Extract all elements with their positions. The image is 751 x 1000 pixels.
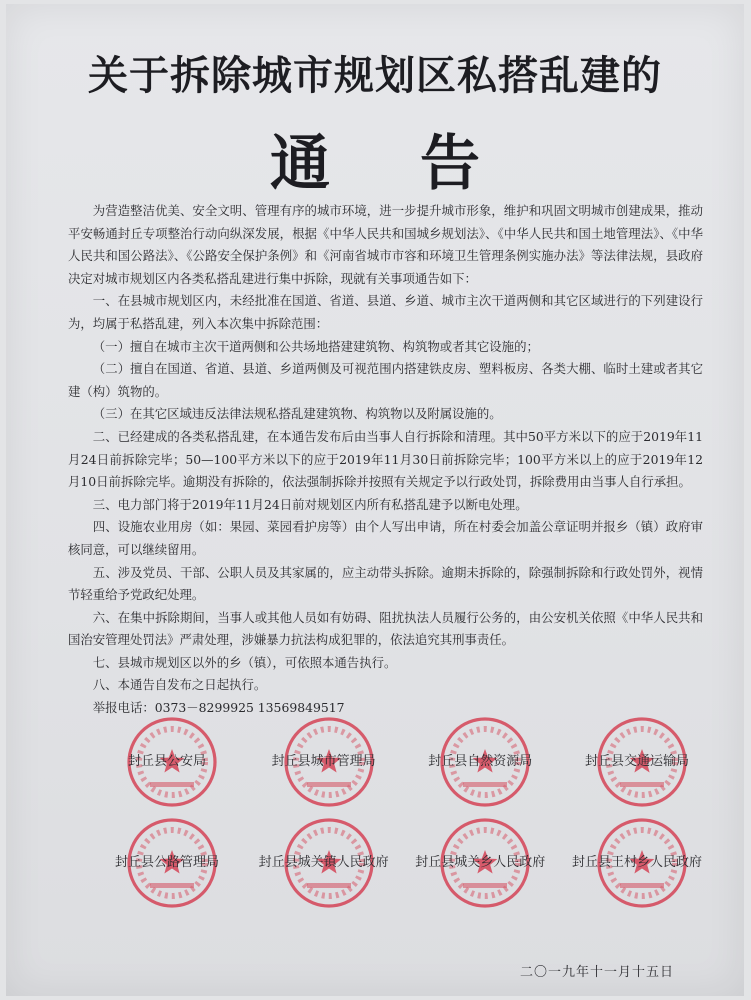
item-2: 二、已经建成的各类私搭乱建，在本通告发布后由当事人自行拆除和清理。其中50平方米以下的应于2019年11月24日前拆除完毕；50—100平方米以下的应于2019年11月30日前拆除完毕；100平方米以上的应于2019年12月10日前拆除完毕。逾期没有拆除的，依法强制拆除并按照有关规定予以行政处罚，拆除费用由当事人自行承担。 bbox=[68, 428, 703, 490]
item-3: 三、电力部门将于2019年11月24日前对规划区内所有私搭乱建予以断电处理。 bbox=[92, 496, 528, 512]
notice-date: 二〇一九年十一月十五日 bbox=[519, 965, 674, 980]
agency-wangcun-township bbox=[562, 817, 712, 917]
agency-row-2 bbox=[92, 817, 712, 917]
item-1: 一、在县城市规划区内，未经批准在国道、省道、县道、乡道、城市主次干道两侧和其它区域进行的下列建设行为，均属于私搭乱建，列入本次集中拆除范围： bbox=[68, 293, 703, 331]
notice-title: 关于拆除城市规划区私搭乱建的 bbox=[88, 53, 662, 99]
agency-name: 封丘县城关乡人民政府 bbox=[415, 855, 546, 870]
agency-chengguan-town bbox=[249, 817, 399, 917]
item-4: 四、设施农业用房（如：果园、菜园看护房等）由个人写出申请，所在村委会加盖公章证明并报乡（镇）政府审核同意，可以继续留用。 bbox=[68, 519, 703, 557]
item-1-sub-1: （一）擅自在城市主次干道两侧和公共场地搭建建筑物、构筑物或者其它设施的； bbox=[92, 338, 539, 354]
agency-natural-resources bbox=[405, 716, 555, 816]
agency-chengguan-township bbox=[405, 817, 555, 917]
item-6: 六、在集中拆除期间，当事人或其他人员如有妨碍、阻扰执法人员履行公务的，由公安机关依照《中华人民共和国治安管理处罚法》严肃处理，涉嫌暴力抗法构成犯罪的，依法追究其刑事责任。 bbox=[68, 609, 703, 648]
agency-name: 封丘县王村乡人民政府 bbox=[571, 855, 702, 870]
item-8: 八、本通告自发布之日起执行。 bbox=[92, 677, 267, 693]
item-7: 七、县城市规划区以外的乡（镇），可依照本通告执行。 bbox=[92, 654, 397, 670]
agency-urban-management bbox=[249, 716, 399, 816]
agency-name: 封丘县城市管理局 bbox=[271, 754, 376, 769]
agency-name: 封丘县公安局 bbox=[127, 754, 206, 769]
hotline: 举报电话：0373－8299925 13569849517 bbox=[92, 700, 345, 716]
item-1-sub-2: （二）擅自在国道、省道、县道、乡道两侧及可视范围内搭建铁皮房、塑料板房、各类大棚、临时土建或者其它建（构）筑物的。 bbox=[68, 361, 703, 399]
agency-name: 封丘县公路管理局 bbox=[114, 855, 219, 870]
agency-transport bbox=[562, 716, 712, 816]
item-1-sub-3: （三）在其它区域违反法律法规私搭乱建建筑物、构筑物以及附属设施的。 bbox=[92, 406, 502, 422]
agency-name: 封丘县交通运输局 bbox=[584, 754, 689, 769]
notice-paper bbox=[6, 4, 744, 996]
agency-highway bbox=[92, 817, 242, 917]
notice-body bbox=[68, 200, 703, 720]
agency-public-security bbox=[92, 716, 242, 816]
agency-row-1 bbox=[92, 716, 712, 816]
agency-name: 封丘县自然资源局 bbox=[428, 754, 533, 769]
agency-name: 封丘县城关镇人民政府 bbox=[258, 855, 389, 870]
intro-paragraph: 为营造整洁优美、安全文明、管理有序的城市环境，进一步提升城市形象，维护和巩固文明城市创建成果，推动平安畅通封丘专项整治行动向纵深发展，根据《中华人民共和国城乡规划法》、《中华人民共和国土地管理法》、《中华人民共和国公路法》、《公路安全保护条例》和《河南省城市市容和环境卫生管理条例实施办法》等法律法规，县政府决定对城市规划区内各类私搭乱建进行集中拆除，现就有关事项通告如下： bbox=[68, 203, 703, 286]
notice-subtitle: 通告 bbox=[270, 129, 570, 199]
item-5: 五、涉及党员、干部、公职人员及其家属的，应主动带头拆除。逾期未拆除的，除强制拆除和行政处罚外，视情节轻重给予党政纪处理。 bbox=[68, 564, 703, 603]
